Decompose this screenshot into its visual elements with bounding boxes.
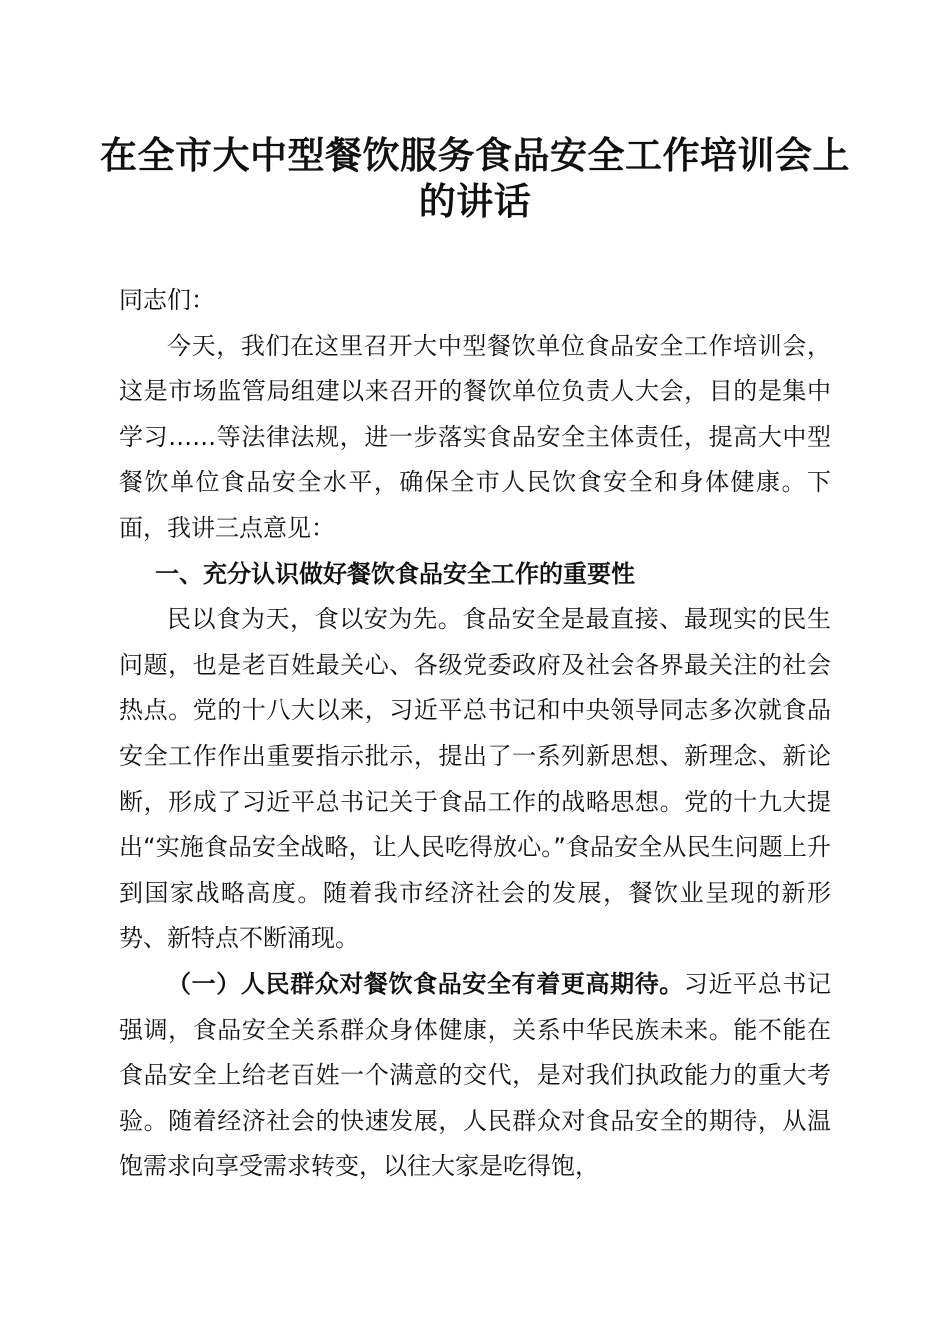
- section-heading-1: 一、充分认识做好餐饮食品安全工作的重要性: [155, 559, 635, 588]
- salutation: 同志们：: [119, 286, 215, 314]
- document-body: [119, 278, 831, 1190]
- opening-paragraph: 今天，我们在这里召开大中型餐饮单位食品安全工作培训会，这是市场监管局组建以来召开的餐饮单位负责人大会，目的是集中学习……等法律法规，进一步落实食品安全主体责任，提高大中型餐饮单位食品安全水平，确保全市人民饮食安全和身体健康。下面，我讲三点意见：: [119, 331, 831, 542]
- subsection-1-text: 习近平总书记强调，食品安全关系群众身体健康，关系中华民族未来。能不能在食品安全上给老百姓一个满意的交代，是对我们执政能力的重大考验。随着经济社会的快速发展，人民群众对食品安全的期待，从温饱需求向享受需求转变，以往大家是吃得饱，: [119, 969, 831, 1181]
- title-line-1: 在全市大中型餐饮服务食品安全工作培训会上: [100, 133, 850, 177]
- section-1-paragraph: 民以食为天，食以安为先。食品安全是最直接、最现实的民生问题，也是老百姓最关心、各级党委政府及社会各界最关注的社会热点。党的十八大以来，习近平总书记和中央领导同志多次就食品安全工作作出重要指示批示，提出了一系列新思想、新理念、新论断，形成了习近平总书记关于食品工作的战略思想。党的十九大提出“实施食品安全战略，让人民吃得放心。”食品安全从民生问题上升到国家战略高度。随着我市经济社会的发展，餐饮业呈现的新形势、新特点不断涌现。: [119, 605, 831, 953]
- subsection-heading-1: （一）人民群众对餐饮食品安全有着更高期待。: [167, 969, 684, 998]
- title-line-2: 的讲话: [418, 179, 532, 223]
- subsection-1-paragraph: [119, 962, 831, 1190]
- document-title: [100, 132, 850, 224]
